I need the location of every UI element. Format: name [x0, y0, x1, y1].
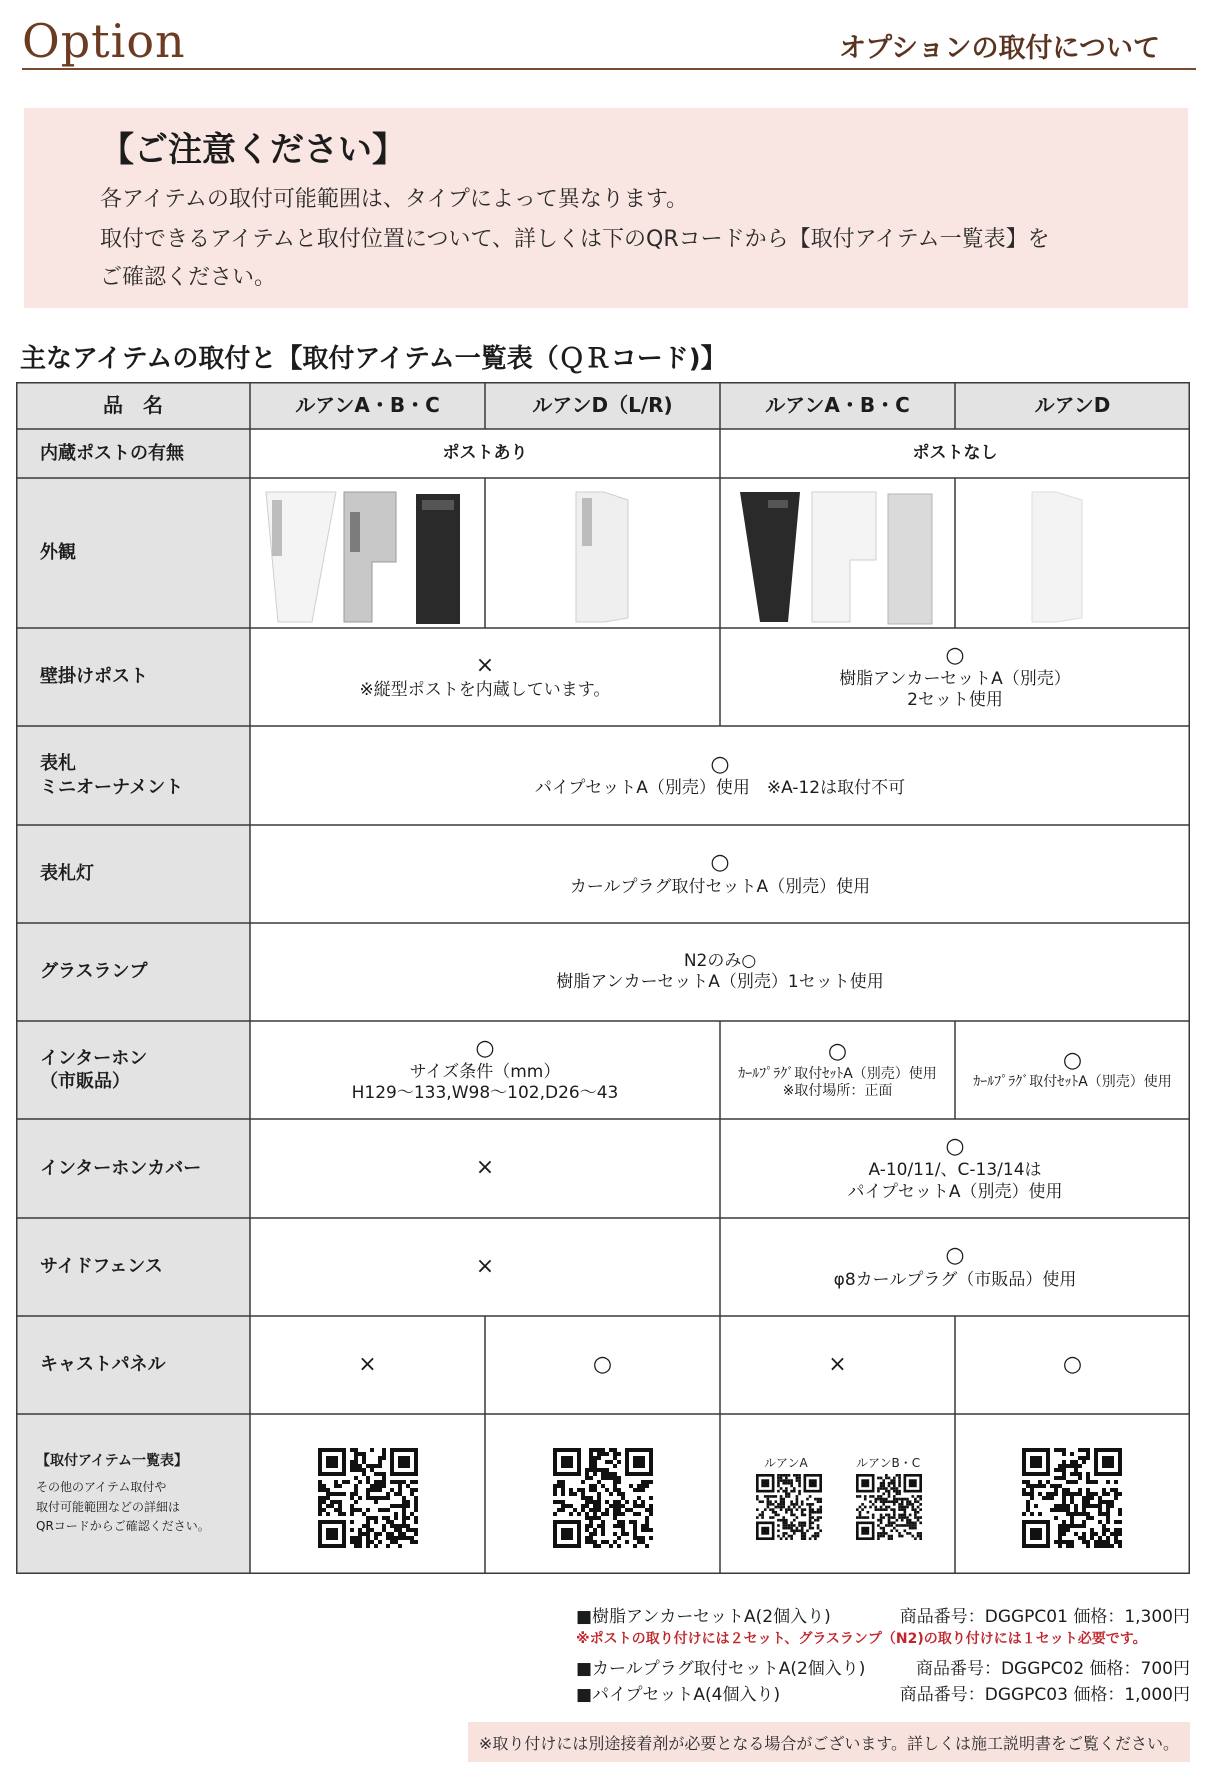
note: N2のみ○	[683, 950, 757, 971]
product-silver-c-no-post	[888, 494, 932, 624]
notice-line: 各アイテムの取付可能範囲は、タイプによって異なります。	[100, 187, 689, 212]
note: カールプラグ取付セットA（別売）使用	[569, 876, 871, 897]
qr-sub-label-bc: ルアンB・C	[856, 1456, 921, 1470]
note: ｶｰﾙﾌﾟﾗｸﾞ取付ｾｯﾄA（別売）使用	[738, 1065, 937, 1082]
circle-mark: ○	[827, 1039, 848, 1065]
note: サイズ条件（mm）	[409, 1061, 561, 1082]
circle-mark: ○	[710, 850, 730, 876]
note: A-10/11/、C-13/14は	[868, 1160, 1042, 1181]
wall-post-with-post	[250, 628, 720, 726]
circle-mark: ○	[945, 1134, 965, 1160]
footer-item	[576, 1680, 1190, 1704]
circle-mark: ○	[1062, 1351, 1083, 1377]
side-fence-with-post	[250, 1218, 720, 1316]
row-label-appearance: 外観	[40, 542, 76, 564]
footer-warning: ※ポストの取り付けには２セット、グラスランプ（N2)の取り付けには１セット必要です。	[576, 1631, 1147, 1647]
glass-lamp-cell	[250, 923, 1190, 1021]
row-label-nameplate-light: 表札灯	[40, 863, 94, 885]
cross-mark: ×	[475, 1253, 495, 1279]
nameplate-light-cell	[250, 825, 1190, 923]
cast-panel-col-3	[720, 1316, 955, 1414]
circle-mark: ○	[945, 642, 965, 668]
product-name: ■カールプラグ取付セットA(2個入り)	[576, 1659, 866, 1679]
note: パイプセットA（別売）使用	[847, 1181, 1063, 1202]
cast-panel-col-2	[485, 1316, 720, 1414]
page-subtitle: オプションの取付について	[838, 33, 1160, 64]
cross-mark: ×	[475, 1155, 495, 1181]
circle-mark: ○	[945, 1243, 965, 1269]
row-label-qr	[16, 1414, 250, 1574]
no-post: ポストなし	[912, 442, 998, 463]
label-line: ミニオーナメント	[40, 776, 184, 798]
side-fence-no-post	[720, 1218, 1190, 1316]
product-white-d-no-post	[1032, 492, 1082, 622]
nameplate-cell	[250, 726, 1190, 825]
product-code: 商品番号：DGGPC03 価格：1,000円	[899, 1685, 1190, 1705]
product-silver-b	[344, 492, 396, 622]
row-label-wall-post: 壁掛けポスト	[40, 666, 148, 688]
with-post: ポストあり	[442, 442, 528, 463]
circle-mark: ○	[592, 1351, 613, 1377]
header-col-2: ルアンD（L/R)	[532, 393, 673, 417]
row-label-cast-panel: キャストパネル	[40, 1354, 166, 1376]
header-col-3: ルアンA・B・C	[765, 393, 910, 417]
note: φ8カールプラグ（市販品）使用	[833, 1269, 1077, 1290]
circle-mark: ○	[475, 1035, 495, 1061]
intercom-with-post	[250, 1021, 720, 1119]
note: 樹脂アンカーセットA（別売）	[839, 668, 1071, 689]
product-black-c	[416, 494, 460, 624]
row-label-side-fence: サイドフェンス	[40, 1256, 163, 1278]
cross-mark: ×	[358, 1351, 377, 1377]
label-line: 表札	[40, 753, 76, 775]
row-label-intercom	[16, 1021, 250, 1119]
note: ※取付場所：正面	[782, 1083, 893, 1100]
intercom-no-post-abc	[720, 1021, 955, 1119]
header-col-1: ルアンA・B・C	[295, 393, 440, 417]
page-title: Option	[22, 14, 186, 68]
disclaimer: ※取り付けには別途接着剤が必要となる場合がございます。詳しくは施工説明書をご覧ください。	[468, 1722, 1190, 1762]
notice-line: 取付できるアイテムと取付位置について、詳しくは下のQRコードから【取付アイテム一覧表】を	[100, 227, 1050, 252]
note: パイプセットA（別売）使用 ※A-12は取付不可	[534, 778, 906, 799]
notice-title: 【ご注意ください】	[100, 130, 406, 170]
intercom-cover-with-post	[250, 1119, 720, 1218]
qr-label-line: その他のアイテム取付や	[36, 1480, 167, 1495]
note: 2セット使用	[907, 690, 1003, 711]
qr-label-line: QRコードからご確認ください。	[36, 1518, 210, 1533]
product-white-d	[576, 492, 628, 622]
header-name: 品 名	[103, 393, 163, 417]
note: ｶｰﾙﾌﾟﾗｸﾞ取付ｾｯﾄA（別売）使用	[973, 1074, 1172, 1091]
footer-item	[576, 1602, 1190, 1626]
label-line: インターホン	[40, 1047, 148, 1069]
circle-mark: ○	[1062, 1048, 1083, 1074]
footer-item	[576, 1654, 1190, 1678]
product-code: 商品番号：DGGPC01 価格：1,300円	[899, 1607, 1190, 1627]
header-divider	[22, 68, 1196, 70]
row-label-post: 内蔵ポストの有無	[40, 442, 184, 464]
cross-mark: ×	[828, 1351, 847, 1377]
intercom-no-post-d	[955, 1021, 1190, 1119]
product-black-a-no-post	[740, 492, 800, 622]
wall-post-no-post	[720, 628, 1190, 726]
product-white-a	[266, 492, 336, 622]
qr-sub-label-a: ルアンA	[764, 1456, 808, 1470]
intercom-cover-no-post	[720, 1119, 1190, 1218]
note: 樹脂アンカーセットA（別売）1セット使用	[556, 972, 884, 992]
circle-mark: ○	[710, 751, 730, 777]
product-name: ■樹脂アンカーセットA(2個入り)	[576, 1607, 831, 1627]
cast-panel-col-1	[250, 1316, 485, 1414]
cross-mark: ×	[475, 653, 495, 679]
product-code: 商品番号：DGGPC02 価格：700円	[915, 1659, 1190, 1679]
qr-label-line: 取付可能範囲などの詳細は	[36, 1499, 181, 1514]
qr-label-title: 【取付アイテム一覧表】	[36, 1453, 189, 1470]
note: H129〜133,W98〜102,D26〜43	[351, 1083, 619, 1104]
product-name: ■パイプセットA(4個入り)	[576, 1685, 781, 1705]
cast-panel-col-4	[955, 1316, 1190, 1414]
notice-line: ご確認ください。	[100, 265, 277, 290]
row-label-glass-lamp: グラスランプ	[40, 961, 148, 983]
row-label-nameplate	[16, 726, 250, 825]
note: ※縦型ポストを内蔵しています。	[359, 679, 611, 700]
row-label-intercom-cover: インターホンカバー	[40, 1157, 202, 1179]
options-table	[16, 382, 1190, 1574]
product-white-b-no-post	[812, 492, 876, 622]
label-line: （市販品）	[40, 1071, 130, 1092]
header-col-4: ルアンD	[1034, 393, 1111, 417]
section-title: 主なアイテムの取付と【取付アイテム一覧表（ＱＲコード)】	[20, 344, 727, 374]
